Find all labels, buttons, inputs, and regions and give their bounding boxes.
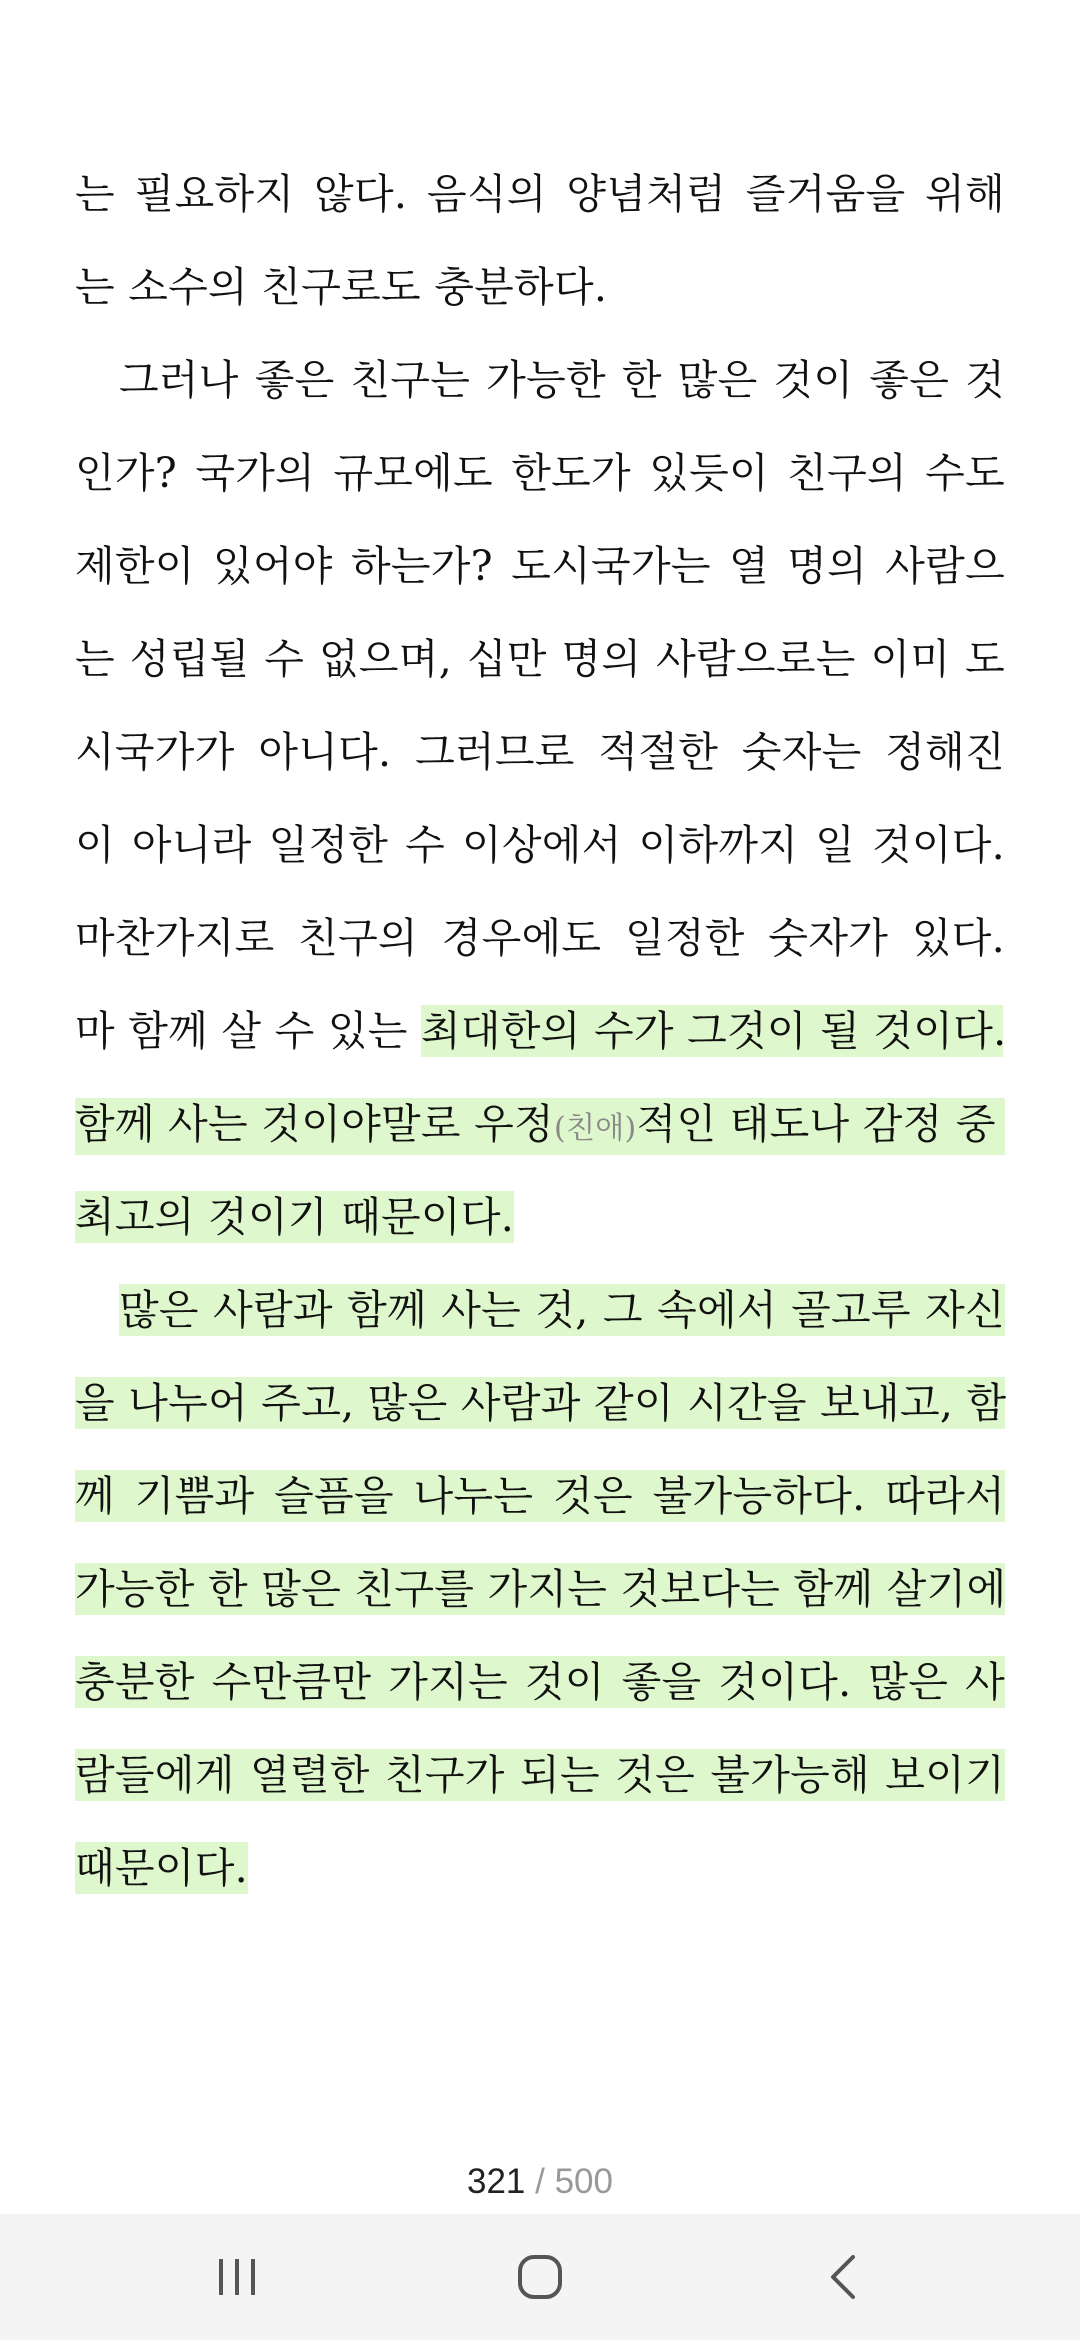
- text-line: 는 필요하지 않다. 음식의 양념처럼 즐거움을 위해: [75, 170, 1005, 218]
- home-icon: [516, 2253, 564, 2301]
- text-line: [75, 1450, 1005, 1543]
- total-pages: 500: [554, 2162, 613, 2201]
- highlighted-text[interactable]: 가능한 한 많은 친구를 가지는 것보다는 함께 살기에: [75, 1565, 1007, 1613]
- text-line: [75, 1078, 1005, 1171]
- system-navigation-bar: [0, 2214, 1080, 2340]
- text-line: [75, 985, 1005, 1078]
- text-line: 제한이 있어야 하는가? 도시국가는 열 명의 사람으: [75, 542, 1005, 590]
- text-line: [75, 1171, 1005, 1264]
- text-fragment: 적인 태도나 감정 중: [636, 1100, 996, 1148]
- text-fragment: 마 함께 살 수 있는: [75, 1007, 422, 1055]
- text-line: 마찬가지로 친구의 경우에도 일정한 숫자가 있다.: [75, 914, 1005, 962]
- highlighted-text[interactable]: [75, 1098, 1005, 1155]
- text-line: 시국가가 아니다. 그러므로 적절한 숫자는 정해진: [75, 728, 1005, 776]
- text-line: [75, 1357, 1005, 1450]
- highlighted-text[interactable]: 최대한의 수가 그것이 될 것이다.: [421, 1007, 1007, 1055]
- back-button[interactable]: [783, 2214, 903, 2340]
- text-fragment: 함께 사는 것이야말로 우정: [75, 1100, 554, 1148]
- page-separator: /: [525, 2162, 555, 2201]
- text-line: [75, 1729, 1005, 1822]
- highlighted-text[interactable]: 최고의 것이기 때문이다.: [75, 1193, 515, 1241]
- text-line: 인가? 국가의 규모에도 한도가 있듯이 친구의 수도: [75, 449, 1005, 497]
- text-line: 이 아니라 일정한 수 이상에서 이하까지 일 것이다.: [75, 821, 1005, 869]
- recent-apps-icon: [215, 2257, 259, 2297]
- text-line: [75, 1543, 1005, 1636]
- recent-apps-button[interactable]: [177, 2214, 297, 2340]
- highlighted-text[interactable]: 충분한 수만큼만 가지는 것이 좋을 것이다. 많은 사: [75, 1658, 1005, 1706]
- text-line: 는 성립될 수 없으며, 십만 명의 사람으로는 이미 도: [75, 635, 1005, 683]
- text-line: 는 소수의 친구로도 충분하다.: [75, 263, 608, 311]
- page-indicator: [0, 2162, 1080, 2202]
- text-line: [75, 1264, 1005, 1357]
- text-line: 그러나 좋은 친구는 가능한 한 많은 것이 좋은 것: [119, 356, 1005, 404]
- current-page: 321: [467, 2162, 526, 2201]
- highlighted-text[interactable]: 많은 사람과 함께 사는 것, 그 속에서 골고루 자신: [119, 1286, 1005, 1334]
- highlighted-text[interactable]: 을 나누어 주고, 많은 사람과 같이 시간을 보내고, 함: [75, 1379, 1007, 1427]
- highlighted-text[interactable]: 람들에게 열렬한 친구가 되는 것은 불가능해 보이기: [75, 1751, 1005, 1799]
- home-button[interactable]: [480, 2214, 600, 2340]
- ruby-annotation: (친애): [553, 1111, 637, 1146]
- text-line: [75, 1822, 1005, 1915]
- highlighted-text[interactable]: 때문이다.: [75, 1844, 248, 1892]
- highlighted-text[interactable]: 께 기쁨과 슬픔을 나누는 것은 불가능하다. 따라서: [75, 1472, 1005, 1520]
- text-line: [75, 1636, 1005, 1729]
- book-text[interactable]: [75, 148, 1005, 1915]
- back-icon: [825, 2253, 861, 2301]
